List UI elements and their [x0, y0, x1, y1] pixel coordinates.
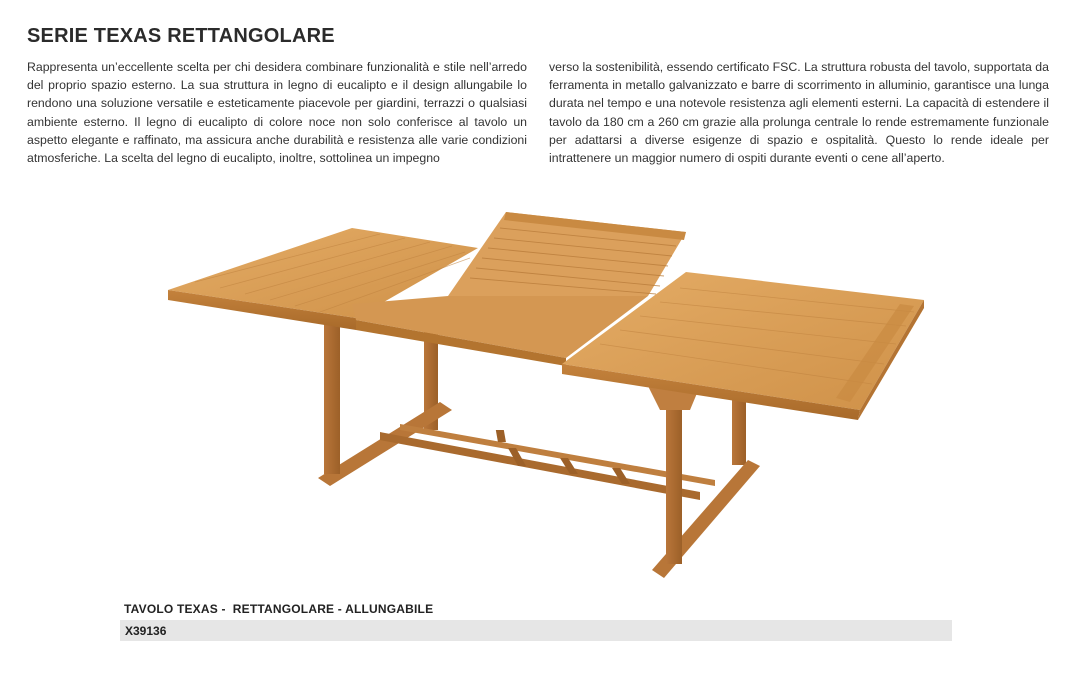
- product-code: X39136: [125, 624, 167, 638]
- intro-text-left: Rappresenta un’eccellente scelta per chi desidera combinare funzionalità e stile nell’arredo del proprio spazio esterno. La sua struttura in legno di eucalipto e il design allungabile lo rendono una soluzione versatile e esteticamente piacevole per giardini, terrazzi o qualsiasi ambiente esterno. Il legno di eucalipto di colore noce non solo conferisce al tavolo un aspetto elegante e raffinato, ma assicura anche durabilità e resistenza alle varie condizioni atmosferiche. La scelta del legno di eucalipto, inoltre, sottolinea un impegno: [27, 60, 527, 166]
- product-name: TAVOLO TEXAS - RETTANGOLARE - ALLUNGABILE: [124, 602, 434, 616]
- product-code-row: [120, 620, 952, 641]
- intro-text-right: verso la sostenibilità, essendo certificato FSC. La struttura robusta del tavolo, supportata da ferramenta in metallo galvanizzato e barre di scorrimento in alluminio, garantisce una lunga durata nel tempo e una notevole resistenza agli elementi esterni. La capacità di estendere il tavolo da 180 cm a 260 cm grazie alla prolunga centrale lo rende estremamente funzionale per adattarsi a diverse esigenze di spazio e ospitalità. Questo lo rende ideale per intrattenere un maggior numero di ospiti durante eventi o cene all’aperto.: [549, 60, 1049, 166]
- product-image-table: [160, 200, 940, 590]
- table-base-frame: [318, 402, 760, 578]
- page-title: SERIE TEXAS RETTANGOLARE: [27, 25, 335, 47]
